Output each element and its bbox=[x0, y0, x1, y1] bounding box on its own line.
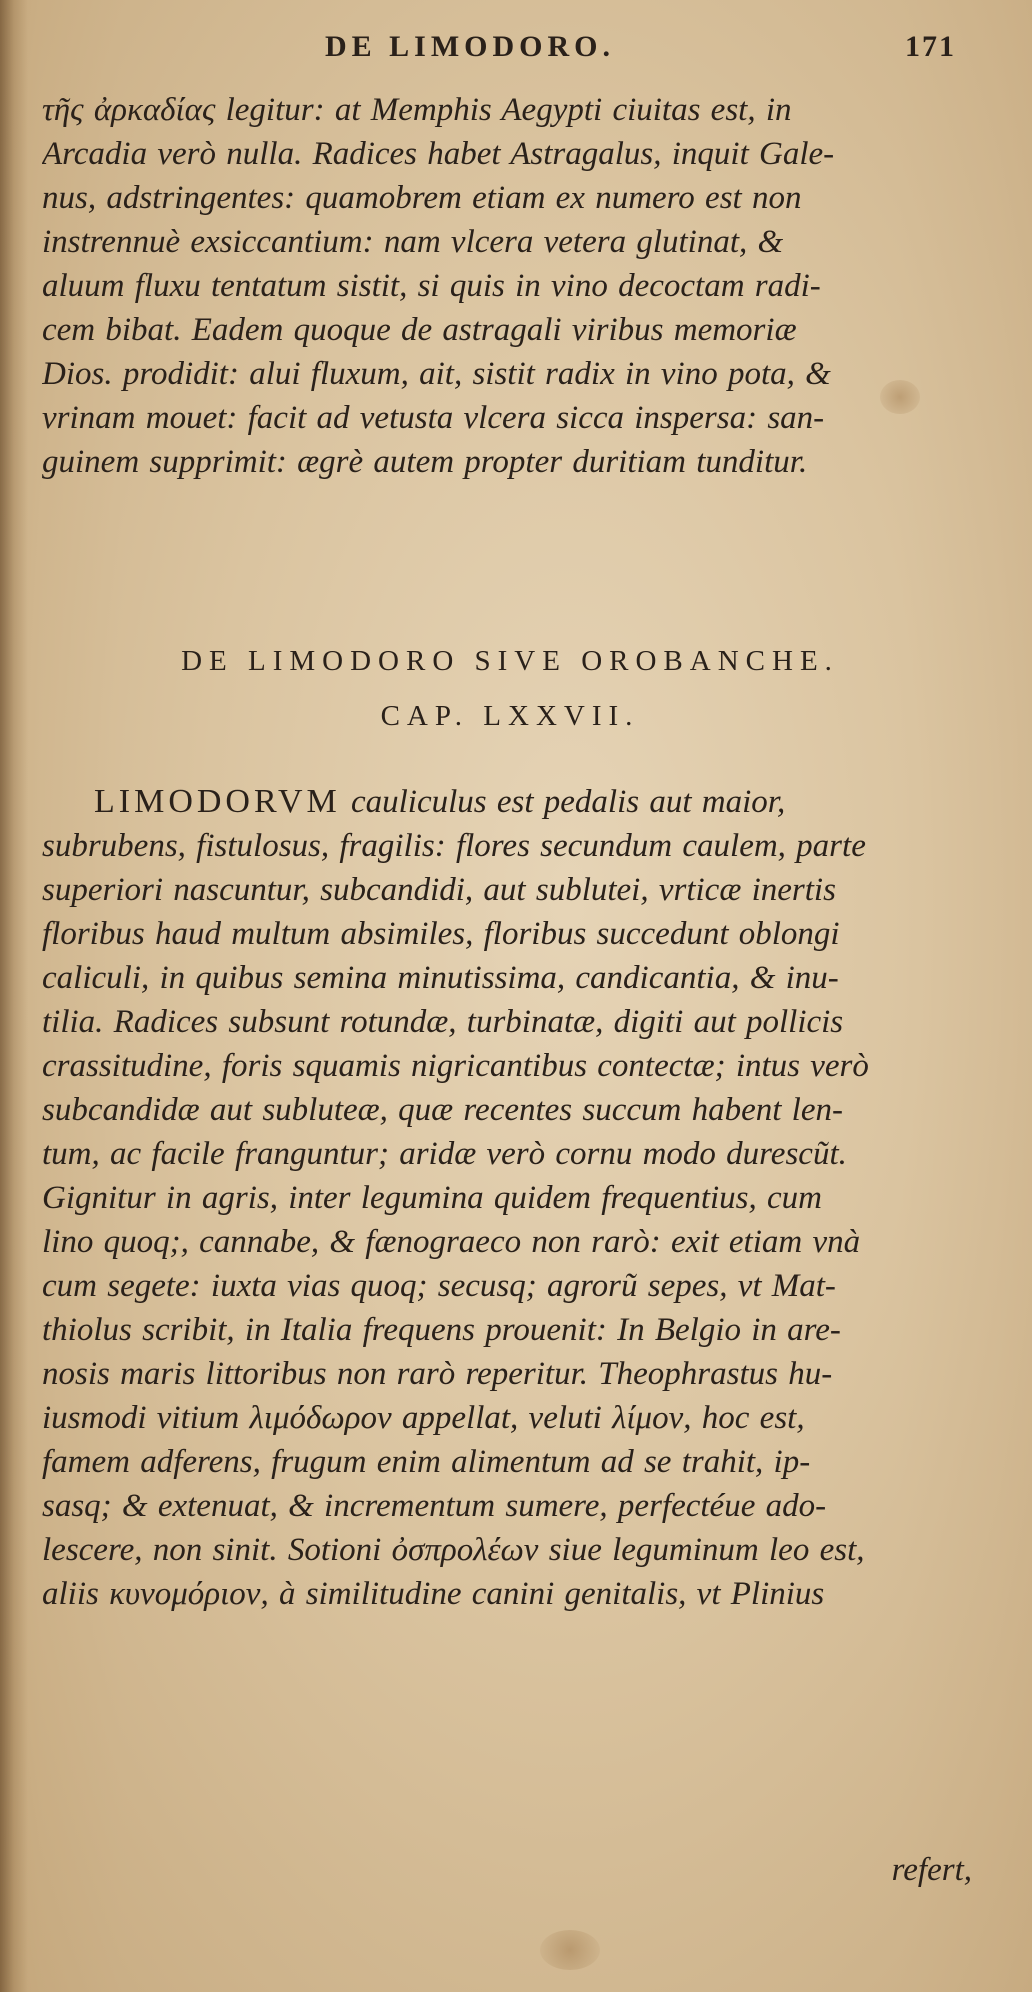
text-line: sasq; & extenuat, & incrementum sumere, perfectéue ado- bbox=[42, 1488, 827, 1524]
page-number: 171 bbox=[905, 30, 956, 63]
text-line: lescere, non sinit. Sotioni ὀσπρολέων siue leguminum leo est, bbox=[42, 1532, 865, 1568]
text-line: famem adferens, frugum enim alimentum ad se trahit, ip- bbox=[42, 1444, 811, 1480]
text-line: subcandidæ aut subluteæ, quæ recentes succum habent len- bbox=[42, 1092, 843, 1128]
initial-word: LIMODORVM bbox=[94, 783, 341, 820]
paragraph-astragalus bbox=[42, 88, 977, 484]
text-line: aliis κυνομόριον, à similitudine canini genitalis, vt Plinius bbox=[42, 1576, 825, 1612]
catchword: refert, bbox=[891, 1852, 972, 1888]
text-line: subrubens, fistulosus, fragilis: flores secundum caulem, parte bbox=[42, 828, 866, 864]
text-line: nosis maris littoribus non rarò reperitur. Theophrastus hu- bbox=[42, 1356, 833, 1392]
first-line-text: cauliculus est pedalis aut maior, bbox=[340, 784, 786, 820]
text-line: caliculi, in quibus semina minutissima, candicantia, & inu- bbox=[42, 960, 839, 996]
text-line: crassitudine, foris squamis nigricantibus contectæ; intus verò bbox=[42, 1048, 869, 1084]
text-line: guinem supprimit: ægrè autem propter duritiam tunditur. bbox=[42, 444, 808, 480]
text-line: Dios. prodidit: alui fluxum, ait, sistit radix in vino pota, & bbox=[42, 356, 831, 392]
paragraph-limodorum bbox=[42, 780, 977, 1616]
foxing-spot bbox=[540, 1930, 600, 1970]
binding-gutter bbox=[0, 0, 28, 1992]
text-line: cem bibat. Eadem quoque de astragali viribus memoriæ bbox=[42, 312, 797, 348]
chapter-title: DE LIMODORO SIVE OROBANCHE. bbox=[181, 645, 839, 677]
text-line: iusmodi vitium λιμόδωρον appellat, veluti λίμον, hoc est, bbox=[42, 1400, 805, 1436]
running-head: DE LIMODORO. bbox=[325, 30, 616, 63]
text-line: superiori nascuntur, subcandidi, aut sublutei, vrticæ inertis bbox=[42, 872, 836, 908]
text-line: vrinam mouet: facit ad vetusta vlcera sicca inspersa: san- bbox=[42, 400, 825, 436]
text-line: tilia. Radices subsunt rotundæ, turbinatæ, digiti aut pollicis bbox=[42, 1004, 844, 1040]
text-line: instrennuè exsiccantium: nam vlcera vetera glutinat, & bbox=[42, 224, 784, 260]
text-line: aluum fluxu tentatum sistit, si quis in vino decoctam radi- bbox=[42, 268, 821, 304]
text-line-first bbox=[42, 780, 977, 824]
chapter-number: CAP. LXXVII. bbox=[380, 700, 640, 732]
text-line: Gignitur in agris, inter legumina quidem frequentius, cum bbox=[42, 1180, 822, 1216]
text-line: τῆς ἀρκαδίας legitur: at Memphis Aegypti ciuitas est, in bbox=[42, 92, 792, 128]
text-line: nus, adstringentes: quamobrem etiam ex numero est non bbox=[42, 180, 802, 216]
text-line: cum segete: iuxta vias quoq; secusq; agrorũ sepes, vt Mat- bbox=[42, 1268, 836, 1304]
text-line: tum, ac facile franguntur; aridæ verò cornu modo durescũt. bbox=[42, 1136, 847, 1172]
text-line: Arcadia verò nulla. Radices habet Astragalus, inquit Gale- bbox=[42, 136, 835, 172]
text-line: thiolus scribit, in Italia frequens prouenit: In Belgio in are- bbox=[42, 1312, 841, 1348]
text-line: lino quoq;, cannabe, & fænograeco non rarò: exit etiam vnà bbox=[42, 1224, 861, 1260]
text-line: floribus haud multum absimiles, floribus succedunt oblongi bbox=[42, 916, 840, 952]
